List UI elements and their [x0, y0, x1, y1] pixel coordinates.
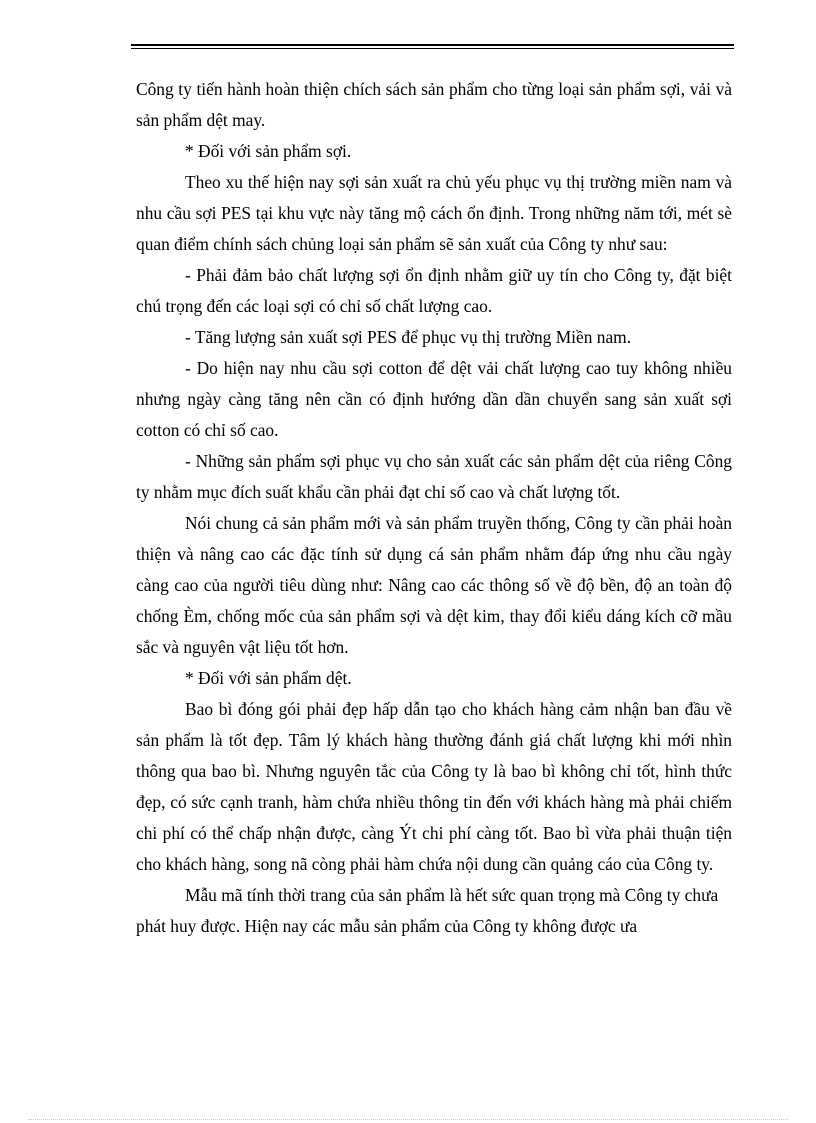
- section-heading-yarn: * Đối với sản phẩm sợi.: [185, 141, 352, 161]
- paragraph: Nói chung cả sản phẩm mới và sản phẩm truyền thống, Công ty cần phải hoàn thiện và nâng cao các đặc tính sử dụng cá sản phẩm nhằm đáp ứng nhu cầu ngày càng cao của người tiêu dùng như: Nâng cao các thông số về độ bền, độ an toàn độ chống Èm, chống mốc của sản phẩm sợi và dệt kim, thay đổi kiểu dáng kích cỡ mầu sắc và nguyên vật liệu tốt hơn.: [136, 513, 732, 657]
- section-heading-textile: * Đối với sản phẩm dệt.: [185, 668, 352, 688]
- header-double-rule: [131, 44, 734, 49]
- bullet-item: - Phải đảm bảo chất lượng sợi ổn định nhằm giữ uy tín cho Công ty, đặt biệt chú trọng đến các loại sợi có chỉ số chất lượng cao.: [136, 265, 732, 316]
- bullet-item: - Do hiện nay nhu cầu sợi cotton để dệt vải chất lượng cao tuy không nhiều nhưng ngày càng tăng nên cần có định hướng dần dần chuyển sang sản xuất sợi cotton có chỉ số cao.: [136, 358, 732, 440]
- bullet-item: - Những sản phẩm sợi phục vụ cho sản xuất các sản phẩm dệt của riêng Công ty nhằm mục đích suất khẩu cần phải đạt chỉ số cao và chất lượng tốt.: [136, 451, 732, 502]
- paragraph: Bao bì đóng gói phải đẹp hấp dẫn tạo cho khách hàng cảm nhận ban đầu về sản phẩm là tốt đẹp. Tâm lý khách hàng thường đánh giá chất lượng khi mới nhìn thông qua bao bì. Nhưng nguyên tắc của Công ty là bao bì không chỉ tốt, hình thức đẹp, có sức cạnh tranh, hàm chứa nhiều thông tin đến với khách hàng mà phải chiếm chi phí có thể chấp nhận được, càng Ýt chi phí càng tốt. Bao bì vừa phải thuận tiện cho khách hàng, song nã còng phải hàm chứa nội dung cần quảng cáo của Công ty.: [136, 699, 732, 874]
- paragraph: Công ty tiến hành hoàn thiện chích sách sản phẩm cho từng loại sản phẩm sợi, vải và sản phẩm dệt may.: [136, 79, 732, 130]
- paragraph: Theo xu thế hiện nay sợi sản xuất ra chủ yếu phục vụ thị trường miền nam và nhu cầu sợi PES tại khu vực này tăng mộ cách ổn định. Trong những năm tới, mét sè quan điểm chính sách chủng loại sản phẩm sẽ sản xuất của Công ty như sau:: [136, 172, 732, 254]
- bullet-item: - Tăng lượng sản xuất sợi PES để phục vụ thị trường Miền nam.: [185, 327, 632, 347]
- page-bottom-divider: [28, 1119, 788, 1120]
- paragraph: Mẫu mã tính thời trang của sản phẩm là hết sức quan trọng mà Công ty chưa phát huy được. Hiện nay các mẫu sản phẩm của Công ty không được ưa: [136, 885, 719, 936]
- document-body: [136, 74, 732, 942]
